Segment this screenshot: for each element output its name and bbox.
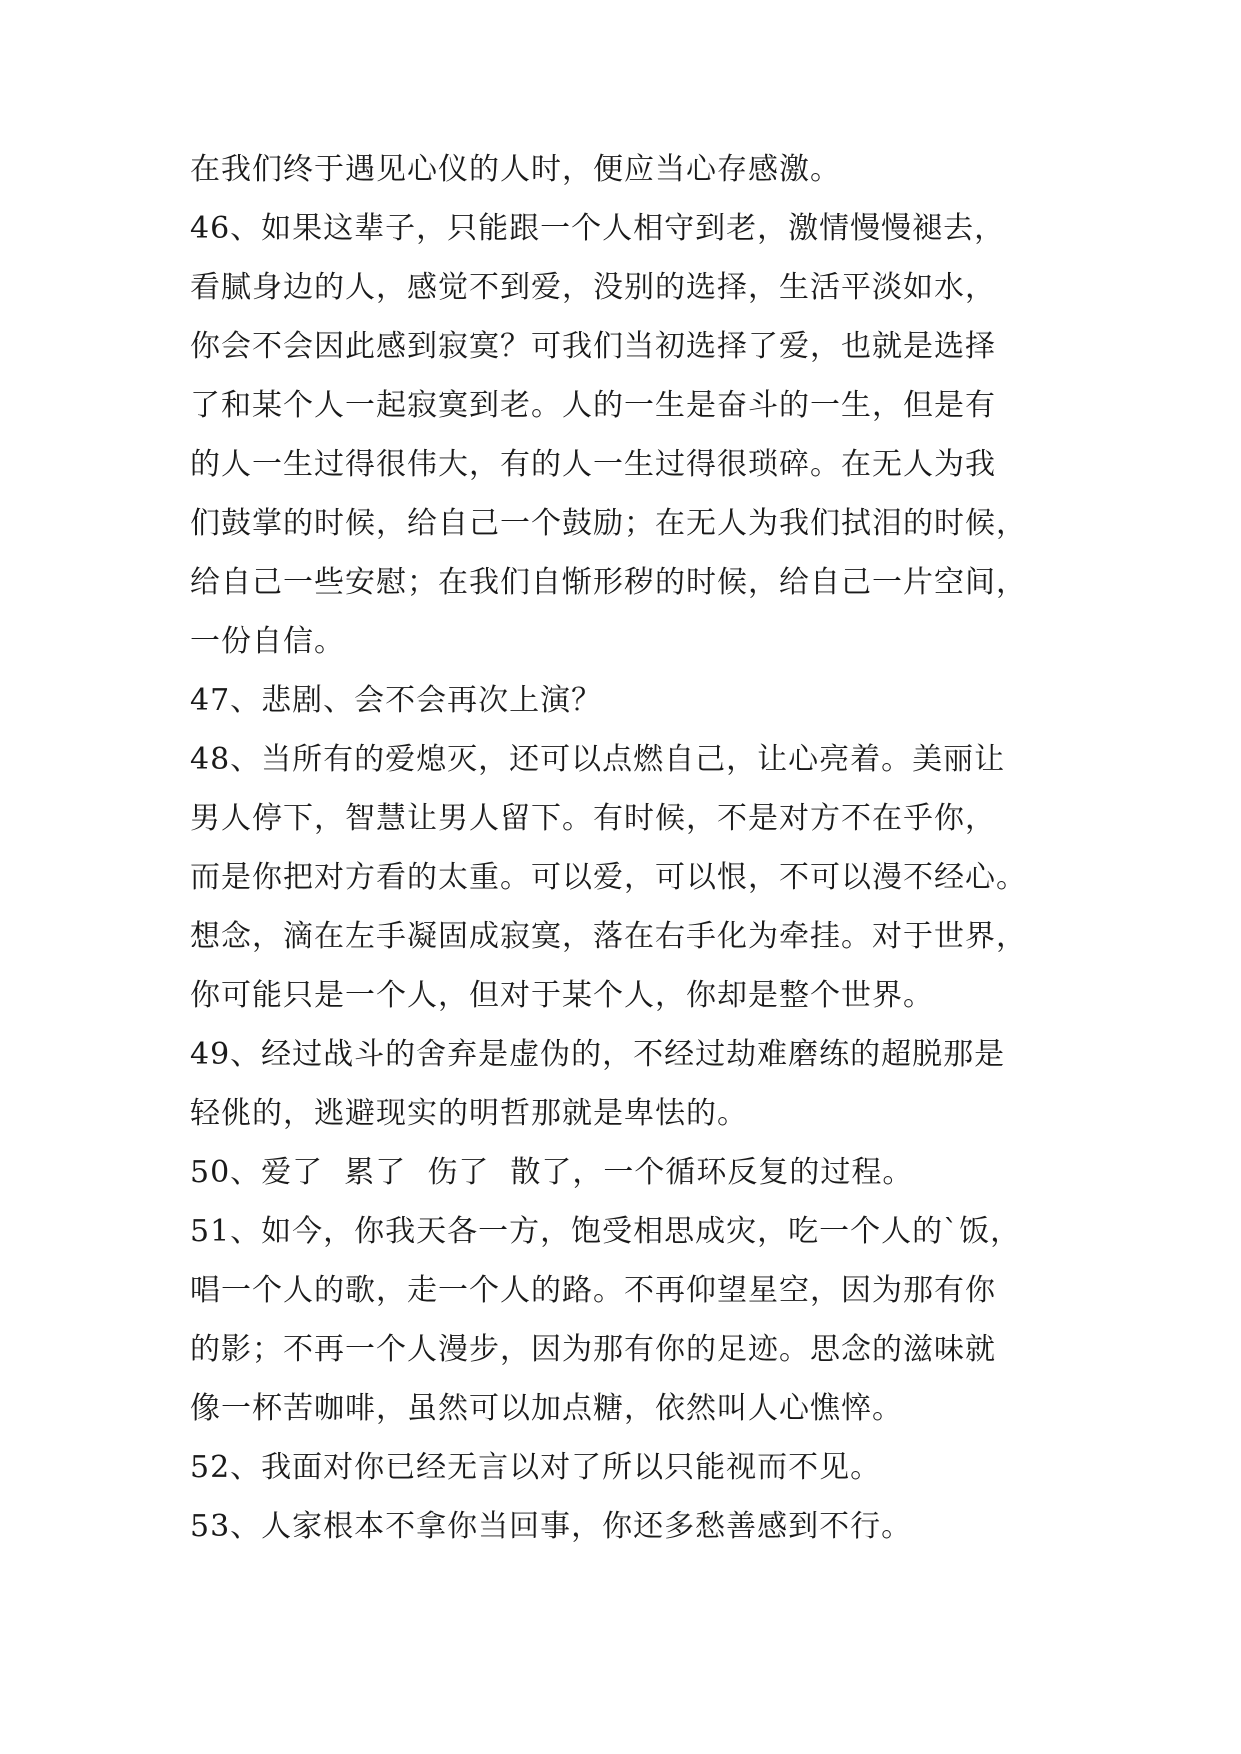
text-line: 你会不会因此感到寂寞？可我们当初选择了爱，也就是选择	[190, 329, 996, 364]
text-line: 轻佻的，逃避现实的明哲那就是卑怯的。	[190, 1096, 748, 1131]
text-line: 47、悲剧、会不会再次上演？	[190, 683, 603, 718]
text-line: 的人一生过得很伟大，有的人一生过得很琐碎。在无人为我	[190, 447, 996, 482]
text-line: 51、如今，你我天各一方，饱受相思成灾，吃一个人的`饭，	[190, 1214, 1022, 1249]
text-line: 唱一个人的歌，走一个人的路。不再仰望星空，因为那有你	[190, 1273, 996, 1308]
text-line: 在我们终于遇见心仪的人时，便应当心存感激。	[190, 152, 841, 187]
text-line: 像一杯苦咖啡，虽然可以加点糖，依然叫人心憔悴。	[190, 1391, 903, 1426]
text-line: 52、我面对你已经无言以对了所以只能视而不见。	[190, 1450, 882, 1485]
document-body	[190, 140, 1070, 1556]
text-line: 们鼓掌的时候，给自己一个鼓励；在无人为我们拭泪的时候，	[190, 506, 1027, 541]
text-line: 49、经过战斗的舍弃是虚伪的，不经过劫难磨练的超脱那是	[190, 1037, 1006, 1072]
text-line: 男人停下，智慧让男人留下。有时候，不是对方不在乎你，	[190, 801, 996, 836]
text-line: 给自己一些安慰；在我们自惭形秽的时候，给自己一片空间，	[190, 565, 1027, 600]
text-line: 而是你把对方看的太重。可以爱，可以恨，不可以漫不经心。	[190, 860, 1027, 895]
text-line: 你可能只是一个人，但对于某个人，你却是整个世界。	[190, 978, 934, 1013]
text-line: 了和某个人一起寂寞到老。人的一生是奋斗的一生，但是有	[190, 388, 996, 423]
text-line: 46、如果这辈子，只能跟一个人相守到老，激情慢慢褪去，	[190, 211, 1006, 246]
text-line: 53、人家根本不拿你当回事，你还多愁善感到不行。	[190, 1509, 913, 1544]
text-line: 看腻身边的人，感觉不到爱，没别的选择，生活平淡如水，	[190, 270, 996, 305]
text-line: 50、爱了 累了 伤了 散了，一个循环反复的过程。	[190, 1155, 914, 1190]
text-line: 的影；不再一个人漫步，因为那有你的足迹。思念的滋味就	[190, 1332, 996, 1367]
text-line: 一份自信。	[190, 624, 345, 659]
text-line: 想念，滴在左手凝固成寂寞，落在右手化为牵挂。对于世界，	[190, 919, 1027, 954]
text-line: 48、当所有的爱熄灭，还可以点燃自己，让心亮着。美丽让	[190, 742, 1006, 777]
